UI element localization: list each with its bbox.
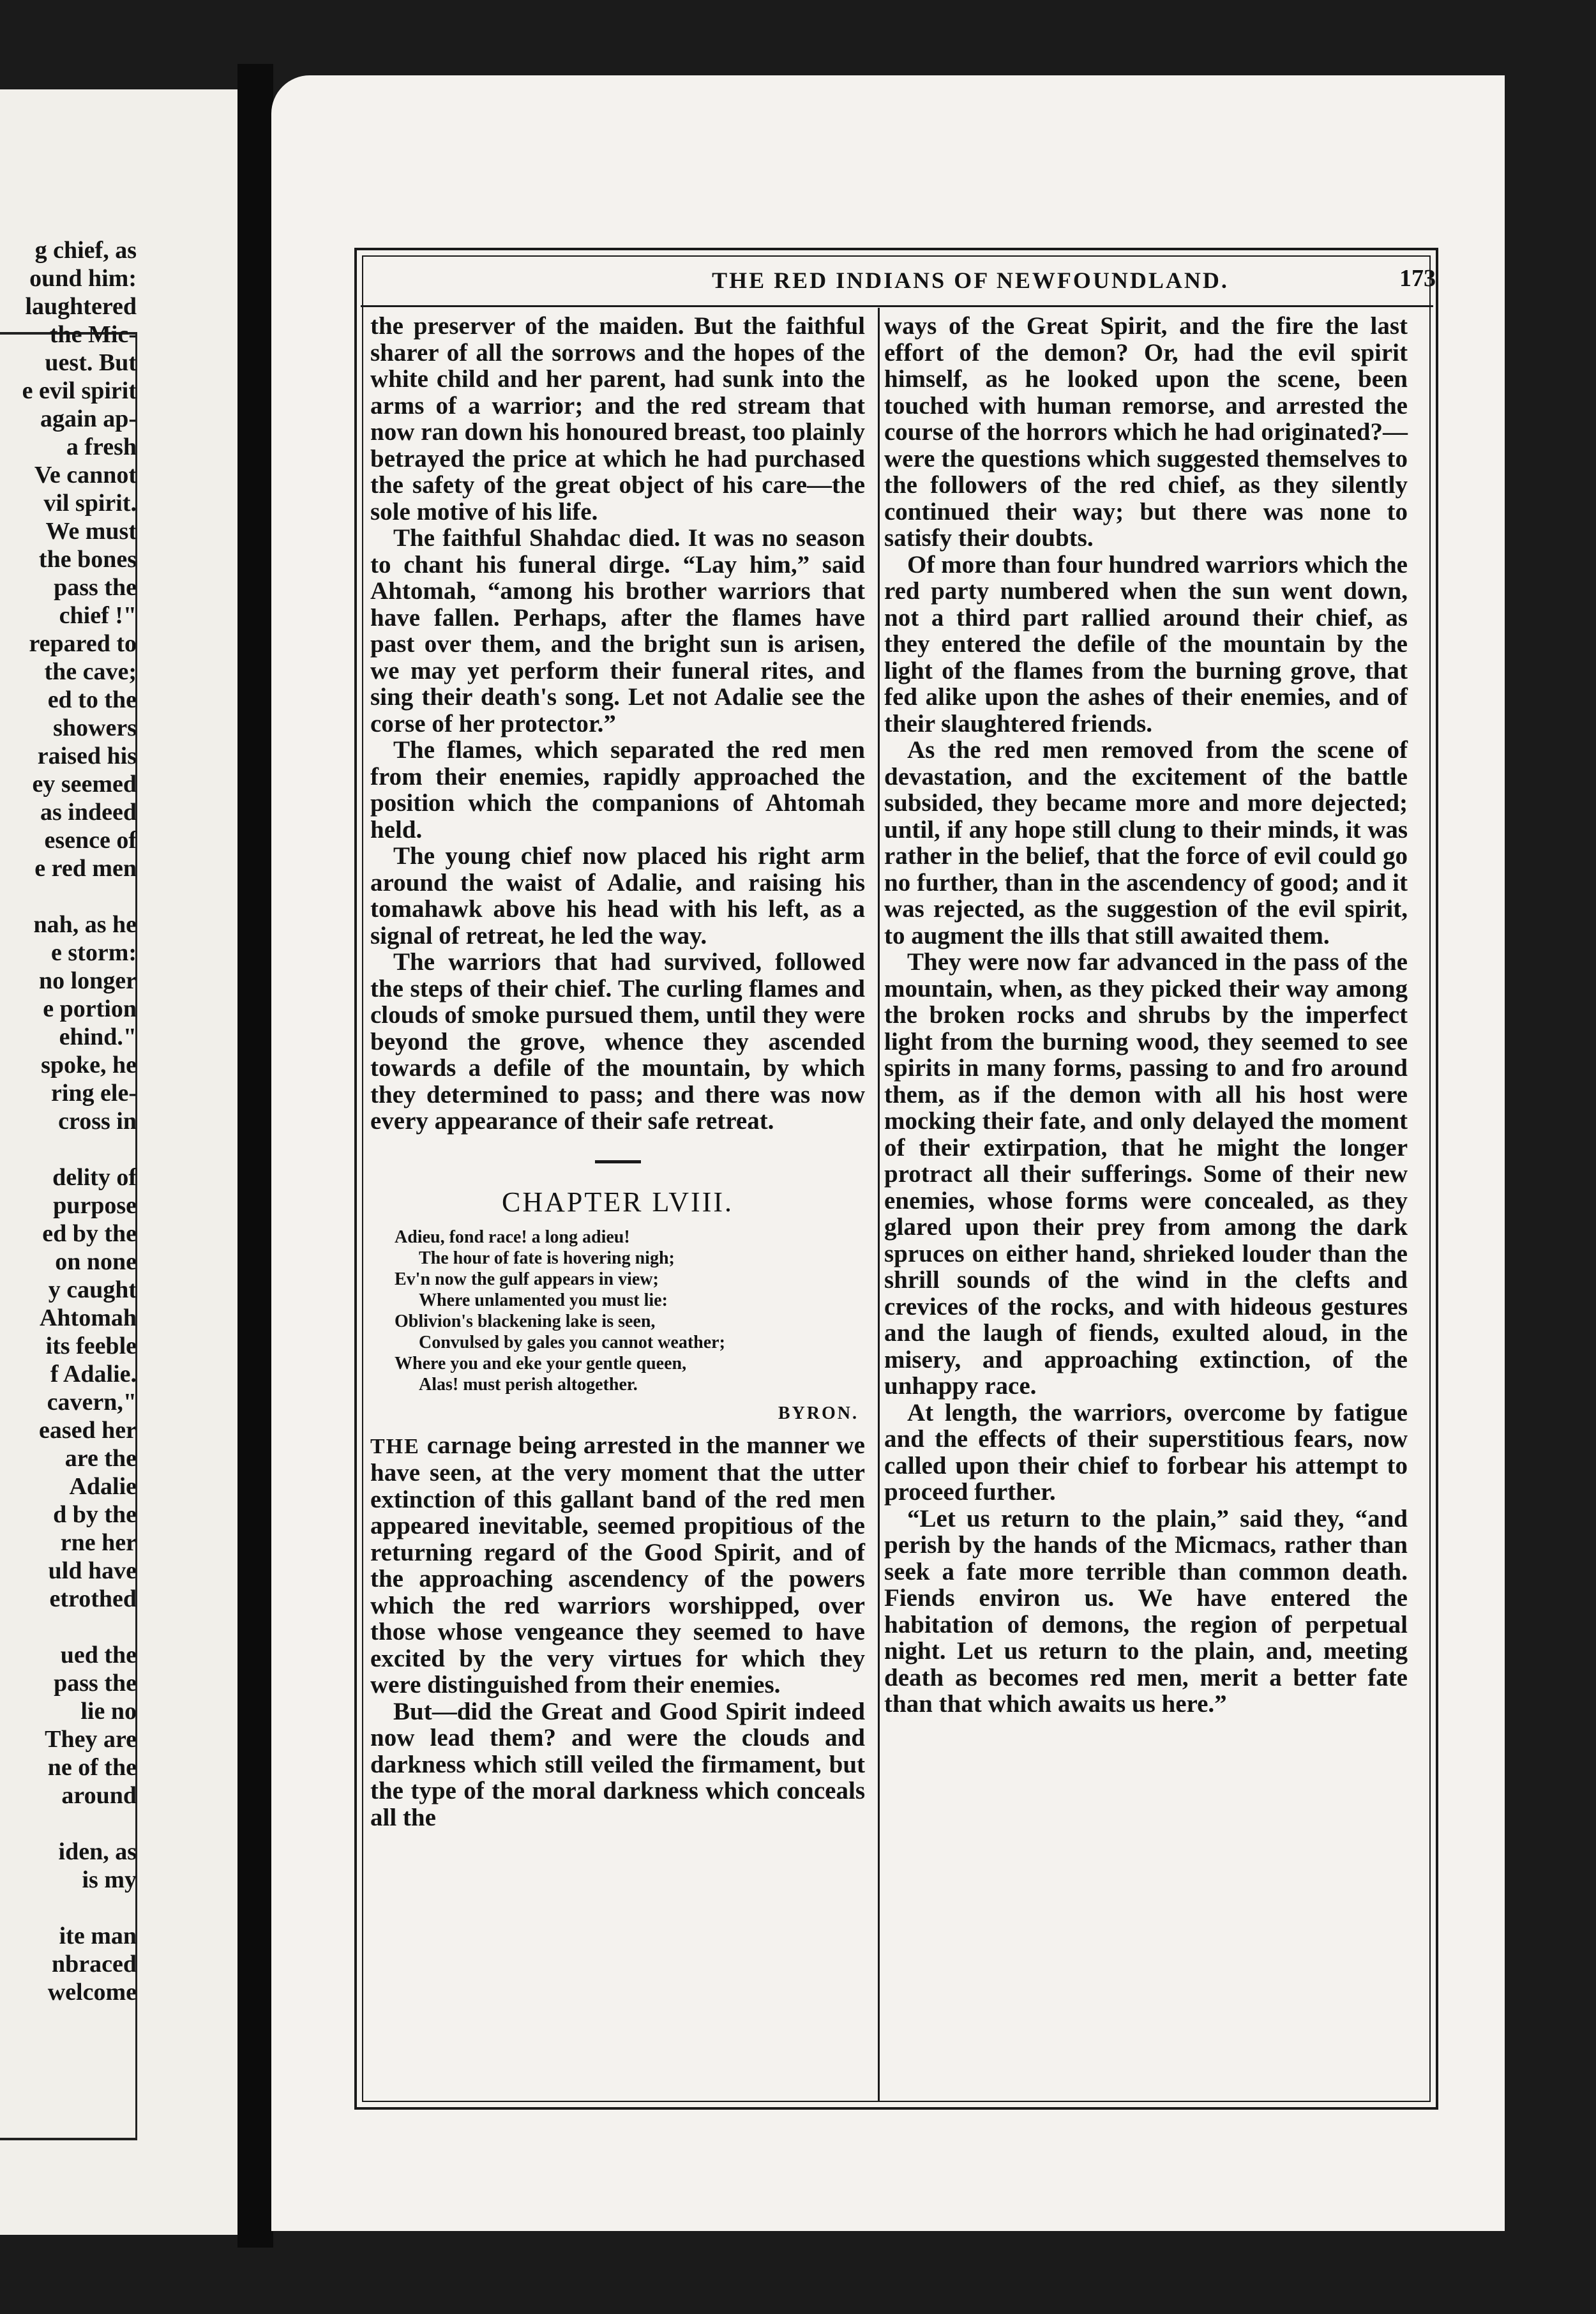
book-page bbox=[271, 75, 1505, 2231]
previous-page-line: vil spirit. bbox=[43, 490, 137, 517]
previous-page-line: as indeed bbox=[40, 799, 137, 826]
column-divider bbox=[878, 308, 880, 2102]
previous-page-line: uest. But bbox=[45, 349, 137, 376]
previous-page-line: eased her bbox=[38, 1417, 137, 1444]
previous-page-line: nah, as he bbox=[33, 911, 137, 938]
section-divider bbox=[595, 1160, 641, 1163]
drop-cap: THE bbox=[370, 1434, 420, 1458]
previous-page-line: ed by the bbox=[42, 1220, 137, 1247]
page-number: 173 bbox=[1399, 265, 1436, 292]
poem-line: Where unlamented you must lie: bbox=[419, 1290, 668, 1310]
previous-page-line: laughtered bbox=[25, 293, 137, 320]
previous-page-line: ed to the bbox=[47, 686, 137, 713]
header-rule bbox=[361, 305, 1433, 307]
paragraph: ways of the Great Spirit, and the fire the last effort of the demon? Or, had the evil spirit himself, as he looked upon the scene, been touched with human remorse, and arrested the course of the horrors which he had originated?—were the questions which suggested themselves to the followers of the red chief, as they silently continued their way; but there was none to satisfy their doubts. bbox=[884, 312, 1408, 552]
previous-page-line: is my bbox=[82, 1866, 137, 1893]
previous-page-line: again ap- bbox=[40, 405, 137, 432]
paragraph: But—did the Great and Good Spirit indeed now lead them? and were the clouds and darkness which still veiled the firmament, but the type of the moral darkness which conceals all the bbox=[370, 1697, 865, 1831]
previous-page-line: e red men bbox=[34, 855, 137, 882]
paragraph: the preserver of the maiden. But the faithful sharer of all the sorrows and the hopes of the white child and her parent, had sunk into the arms of a warrior; and the red stream that now ran down his honoured breast, too plainly betrayed the price at which he had purchased the safety of the great object of his care—the sole motive of his life. bbox=[370, 312, 865, 526]
previous-page-line: ne of the bbox=[47, 1754, 137, 1781]
chapter-heading: CHAPTER LVIII. bbox=[501, 1186, 734, 1218]
paragraph: The young chief now placed his right arm around the waist of Adalie, and raising his tomahawk above his head with his left, as a signal of retreat, he led the way. bbox=[370, 842, 865, 949]
paragraph-text: carnage being arrested in the manner we have seen, at the very moment that the utter extinction of this gallant band of the red men appeared inevitable, seemed propitious of the returning regard of the Good Spirit, and of the approaching ascendency of the powers which the red warriors worshipped, over those whose vengeance they seemed to have excited by the very virtues for which they were distinguished from their enemies. bbox=[370, 1431, 865, 1698]
paragraph: The flames, which separated the red men from their enemies, rapidly approached the position which the companions of Ahtomah held. bbox=[370, 736, 865, 843]
previous-page-line: e portion bbox=[43, 995, 137, 1022]
previous-page-line: purpose bbox=[53, 1192, 137, 1219]
previous-page-line: pass the bbox=[54, 1670, 137, 1697]
previous-page-line: ite man bbox=[59, 1923, 137, 1949]
previous-page-line: around bbox=[61, 1782, 137, 1809]
previous-page-line: no longer bbox=[38, 967, 137, 994]
previous-page-line: iden, as bbox=[58, 1838, 137, 1865]
poem-line: Where you and eke your gentle queen, bbox=[395, 1354, 687, 1373]
paragraph: Of more than four hundred warriors which the red party numbered when the sun went down, not a third part rallied around their chief, as they entered the defile of the mountain by the light of the flames from the burning grove, that fed alike upon the ashes of their enemies, and of their slaughtered friends. bbox=[884, 550, 1408, 737]
right-text-column bbox=[884, 313, 1408, 1718]
previous-page-line: esence of bbox=[44, 827, 137, 854]
poem-line: Convulsed by gales you cannot weather; bbox=[419, 1333, 725, 1352]
paragraph bbox=[370, 1432, 865, 1698]
poem-line: Alas! must perish altogether. bbox=[419, 1375, 638, 1395]
paragraph: The faithful Shahdac died. It was no season to chant his funeral dirge. “Lay him,” said Ahtomah, “among his brother warriors that have fallen. Perhaps, after the flames have past over them, and the bright sun is arisen, we may yet perform their funeral rites, and sing their death's song. Let not Adalie see the corse of her protector.” bbox=[370, 524, 865, 737]
previous-page-line: on none bbox=[55, 1248, 137, 1275]
previous-page-line: nbraced bbox=[52, 1951, 137, 1977]
previous-page-line: repared to bbox=[29, 630, 137, 657]
previous-page-line: cavern," bbox=[47, 1389, 137, 1416]
left-text-column bbox=[370, 313, 865, 1831]
previous-page-line: spoke, he bbox=[41, 1052, 137, 1078]
previous-page-line: Ve cannot bbox=[34, 462, 137, 488]
poem-line: Oblivion's blackening lake is seen, bbox=[395, 1312, 656, 1331]
previous-page-line: chief !" bbox=[59, 602, 137, 629]
poem-line: Ev'n now the gulf appears in view; bbox=[395, 1269, 659, 1289]
previous-page-line: raised his bbox=[37, 743, 137, 769]
previous-page-text-column bbox=[0, 236, 237, 2152]
poem-line: The hour of fate is hovering nigh; bbox=[419, 1248, 675, 1268]
previous-page-line: e evil spirit bbox=[22, 377, 137, 404]
previous-page-line: cross in bbox=[58, 1108, 137, 1135]
previous-page-line: g chief, as bbox=[34, 237, 137, 264]
poem-line: Adieu, fond race! a long adieu! bbox=[395, 1227, 630, 1247]
previous-page-line: rne her bbox=[60, 1529, 137, 1556]
previous-page-line: the Mic- bbox=[49, 321, 137, 348]
previous-page-line: Adalie bbox=[69, 1473, 137, 1500]
previous-page-line: the bones bbox=[38, 546, 137, 573]
previous-page-line: They are bbox=[45, 1726, 137, 1753]
previous-page-line: lie no bbox=[80, 1698, 137, 1725]
previous-page-line: Ahtomah bbox=[39, 1304, 137, 1331]
previous-page-line: uld have bbox=[48, 1557, 137, 1584]
previous-page-line: ued the bbox=[60, 1642, 137, 1668]
paragraph: At length, the warriors, overcome by fatigue and the effects of their superstitious fears, now called upon their chief to forbear his attempt to proceed further. bbox=[884, 1398, 1408, 1506]
running-head: THE RED INDIANS OF NEWFOUNDLAND. bbox=[712, 268, 1229, 293]
previous-page-line: welcome bbox=[47, 1979, 137, 2006]
epigraph-attribution: BYRON. bbox=[778, 1403, 859, 1423]
paragraph: “Let us return to the plain,” said they, “and perish by the hands of the Micmacs, rather than seek a fate more terrible than common death. Fiends environ us. We have entered the habitation of demons, the region of perpetual night. Let us return to the plain, and, meeting death as becomes red men, merit a better fate than that which awaits us here.” bbox=[884, 1504, 1408, 1718]
paragraph: They were now far advanced in the pass of the mountain, when, as they picked their way among the broken rocks and shrubs by the imperfect light from the burning wood, they seemed to see spirits in many forms, passing to and fro around them, as if the demon with all his host were mocking their fate, and only delayed the moment of their extirpation, that he might the longer protract all their sufferings. Some of their new enemies, whose forms were concealed, as they glared upon their prey from among the dark spruces on either hand, shrieked louder than the shrill sounds of the wind in the clefts and crevices of the rocks, and with hideous gestures and the laugh of fiends, exulted aloud, in the misery, and approaching extinction, of the unhappy race. bbox=[884, 948, 1408, 1400]
previous-page-line: f Adalie. bbox=[50, 1361, 137, 1388]
previous-page-line: ehind." bbox=[59, 1024, 137, 1050]
previous-page-line: ey seemed bbox=[32, 771, 137, 798]
paragraph: The warriors that had survived, followed the steps of their chief. The curling flames and clouds of smoke pursued them, until they were beyond the grove, whence they ascended towards a defile of the mountain, by which they determined to pass; and there was now every appearance of their safe retreat. bbox=[370, 948, 865, 1135]
book-gutter bbox=[237, 64, 273, 2248]
previous-page-line: are the bbox=[64, 1445, 137, 1472]
previous-page-line: ring ele- bbox=[50, 1080, 137, 1107]
previous-page-fragment bbox=[0, 89, 237, 2235]
previous-page-line: etrothed bbox=[49, 1585, 137, 1612]
previous-page-line: pass the bbox=[54, 574, 137, 601]
previous-page-line: y caught bbox=[48, 1276, 137, 1303]
previous-page-line: d by the bbox=[53, 1501, 137, 1528]
previous-page-line: delity of bbox=[52, 1164, 137, 1191]
previous-page-line: the cave; bbox=[44, 658, 137, 685]
previous-page-line: We must bbox=[45, 518, 137, 545]
previous-page-line: e storm: bbox=[51, 939, 137, 966]
paragraph: As the red men removed from the scene of devastation, and the excitement of the battle subsided, they became more and more dejected; until, if any hope still clung to their minds, it was rather in the belief, that the force of evil could go no further, than in the ascendency of good; and it was rejected, as the suggestion of the evil spirit, to augment the ills that still awaited them. bbox=[884, 736, 1408, 949]
previous-page-line: showers bbox=[53, 715, 137, 741]
epigraph-poem bbox=[395, 1227, 865, 1395]
previous-page-line: its feeble bbox=[45, 1333, 137, 1359]
previous-page-line: a fresh bbox=[66, 434, 137, 460]
previous-page-line: ound him: bbox=[29, 265, 137, 292]
